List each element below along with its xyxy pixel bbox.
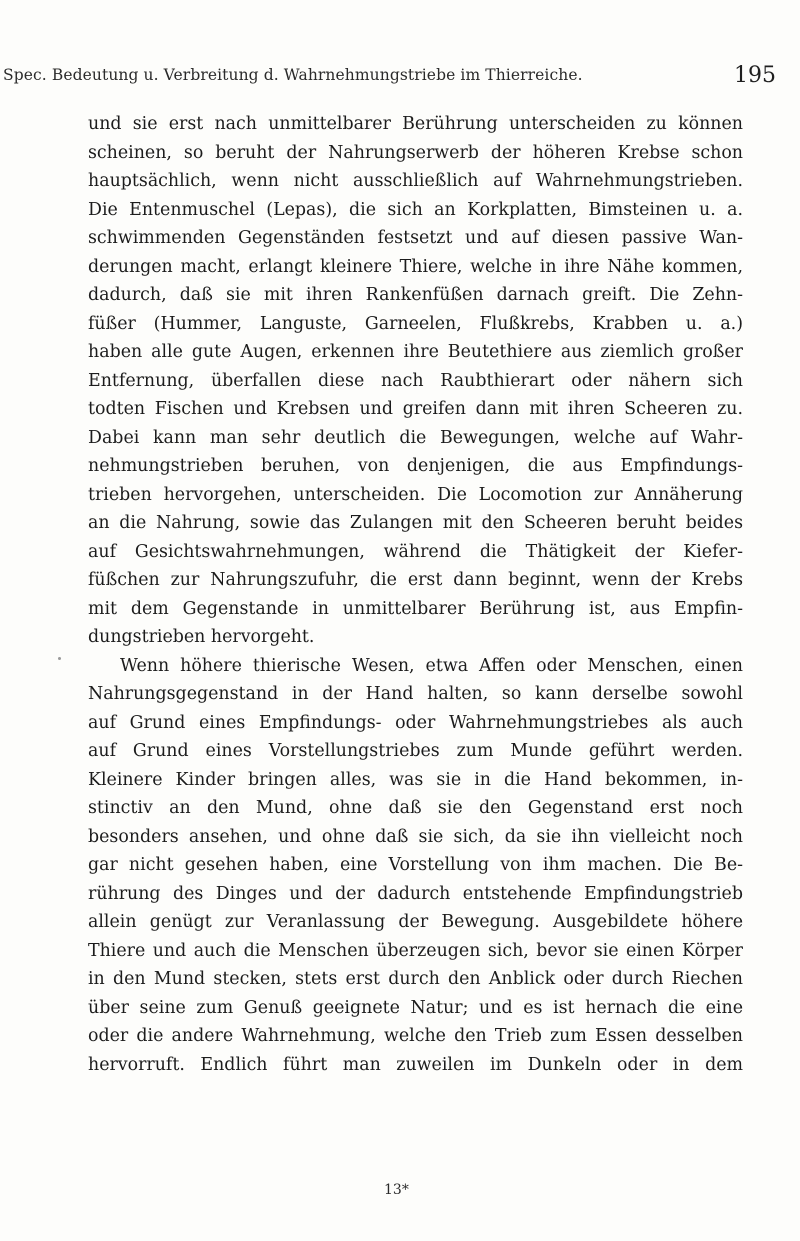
text-line: Kleinere Kinder bringen alles, was sie in die Hand bekommen, in- [88, 769, 743, 790]
text-line: derungen macht, erlangt kleinere Thiere, welche in ihre Nähe kommen, [88, 256, 743, 277]
text-line: haben alle gute Augen, erkennen ihre Beutethiere aus ziemlich großer [88, 342, 743, 362]
text-line: oder die andere Wahrnehmung, welche den Trieb zum Essen desselben [88, 1026, 743, 1046]
running-head [0, 63, 800, 96]
text-line: trieben hervorgehen, unterscheiden. Die Locomotion zur Annäherung [88, 484, 743, 505]
body-text [88, 110, 743, 1079]
text-line: über seine zum Genuß geeignete Natur; und es ist hernach die eine [88, 997, 743, 1018]
text-line: füßchen zur Nahrungszufuhr, die erst dann beginnt, wenn der Krebs [88, 570, 743, 590]
text-line: an die Nahrung, sowie das Zulangen mit den Scheeren beruht beides [88, 513, 743, 533]
text-line: auf Grund eines Empfindungs- oder Wahrnehmungstriebes als auch [88, 712, 743, 733]
text-line: auf Grund eines Vorstellungstriebes zum Munde geführt werden. [88, 741, 743, 761]
text-line: hervorruft. Endlich führt man zuweilen im Dunkeln oder in dem [88, 1054, 743, 1075]
text-line: rührung des Dinges und der dadurch entstehende Empfindungstrieb [88, 883, 743, 904]
text-line: scheinen, so beruht der Nahrungserwerb der höheren Krebse schon [88, 142, 743, 163]
text-line: Dabei kann man sehr deutlich die Bewegungen, welche auf Wahr- [88, 427, 743, 448]
paragraph-start-line: Wenn höhere thierische Wesen, etwa Affen oder Menschen, einen [120, 655, 743, 676]
text-line: nehmungstrieben beruhen, von denjenigen, die aus Empfindungs- [88, 456, 743, 476]
text-line: mit dem Gegenstande in unmittelbarer Berührung ist, aus Empfin- [88, 598, 743, 619]
text-line: dadurch, daß sie mit ihren Rankenfüßen darnach greift. Die Zehn- [88, 285, 743, 305]
text-line: allein genügt zur Veranlassung der Bewegung. Ausgebildete höhere [88, 912, 743, 932]
text-line: hauptsächlich, wenn nicht ausschließlich auf Wahrnehmungstrieben. [88, 171, 743, 191]
running-title: Spec. Bedeutung u. Verbreitung d. Wahrnehmungstriebe im Thierreiche. [3, 66, 583, 84]
page-number: 195 [734, 63, 776, 88]
text-line: auf Gesichtswahrnehmungen, während die Thätigkeit der Kiefer- [88, 541, 743, 562]
text-line: dungstrieben hervorgeht. [88, 627, 315, 647]
text-line: füßer (Hummer, Languste, Garneelen, Flußkrebs, Krabben u. a.) [88, 313, 743, 334]
text-line: Entfernung, überfallen diese nach Raubthierart oder nähern sich [88, 370, 743, 391]
text-line: und sie erst nach unmittelbarer Berührung unterscheiden zu können [88, 114, 743, 134]
text-line: gar nicht gesehen haben, eine Vorstellung von ihm machen. Die Be- [88, 855, 743, 875]
text-line: schwimmenden Gegenständen festsetzt und auf diesen passive Wan- [88, 228, 743, 248]
margin-speck [58, 657, 61, 660]
text-line: stinctiv an den Mund, ohne daß sie den Gegenstand erst noch [88, 798, 743, 818]
text-line: besonders ansehen, und ohne daß sie sich, da sie ihn vielleicht noch [88, 826, 743, 847]
text-line: Die Entenmuschel (Lepas), die sich an Korkplatten, Bimsteinen u. a. [88, 199, 743, 220]
text-line: Nahrungsgegenstand in der Hand halten, so kann derselbe sowohl [88, 684, 743, 704]
text-line: in den Mund stecken, stets erst durch den Anblick oder durch Riechen [88, 969, 743, 989]
text-line: todten Fischen und Krebsen und greifen dann mit ihren Scheeren zu. [88, 399, 743, 419]
text-line: Thiere und auch die Menschen überzeugen sich, bevor sie einen Körper [88, 940, 743, 961]
signature-mark: 13* [384, 1182, 409, 1198]
